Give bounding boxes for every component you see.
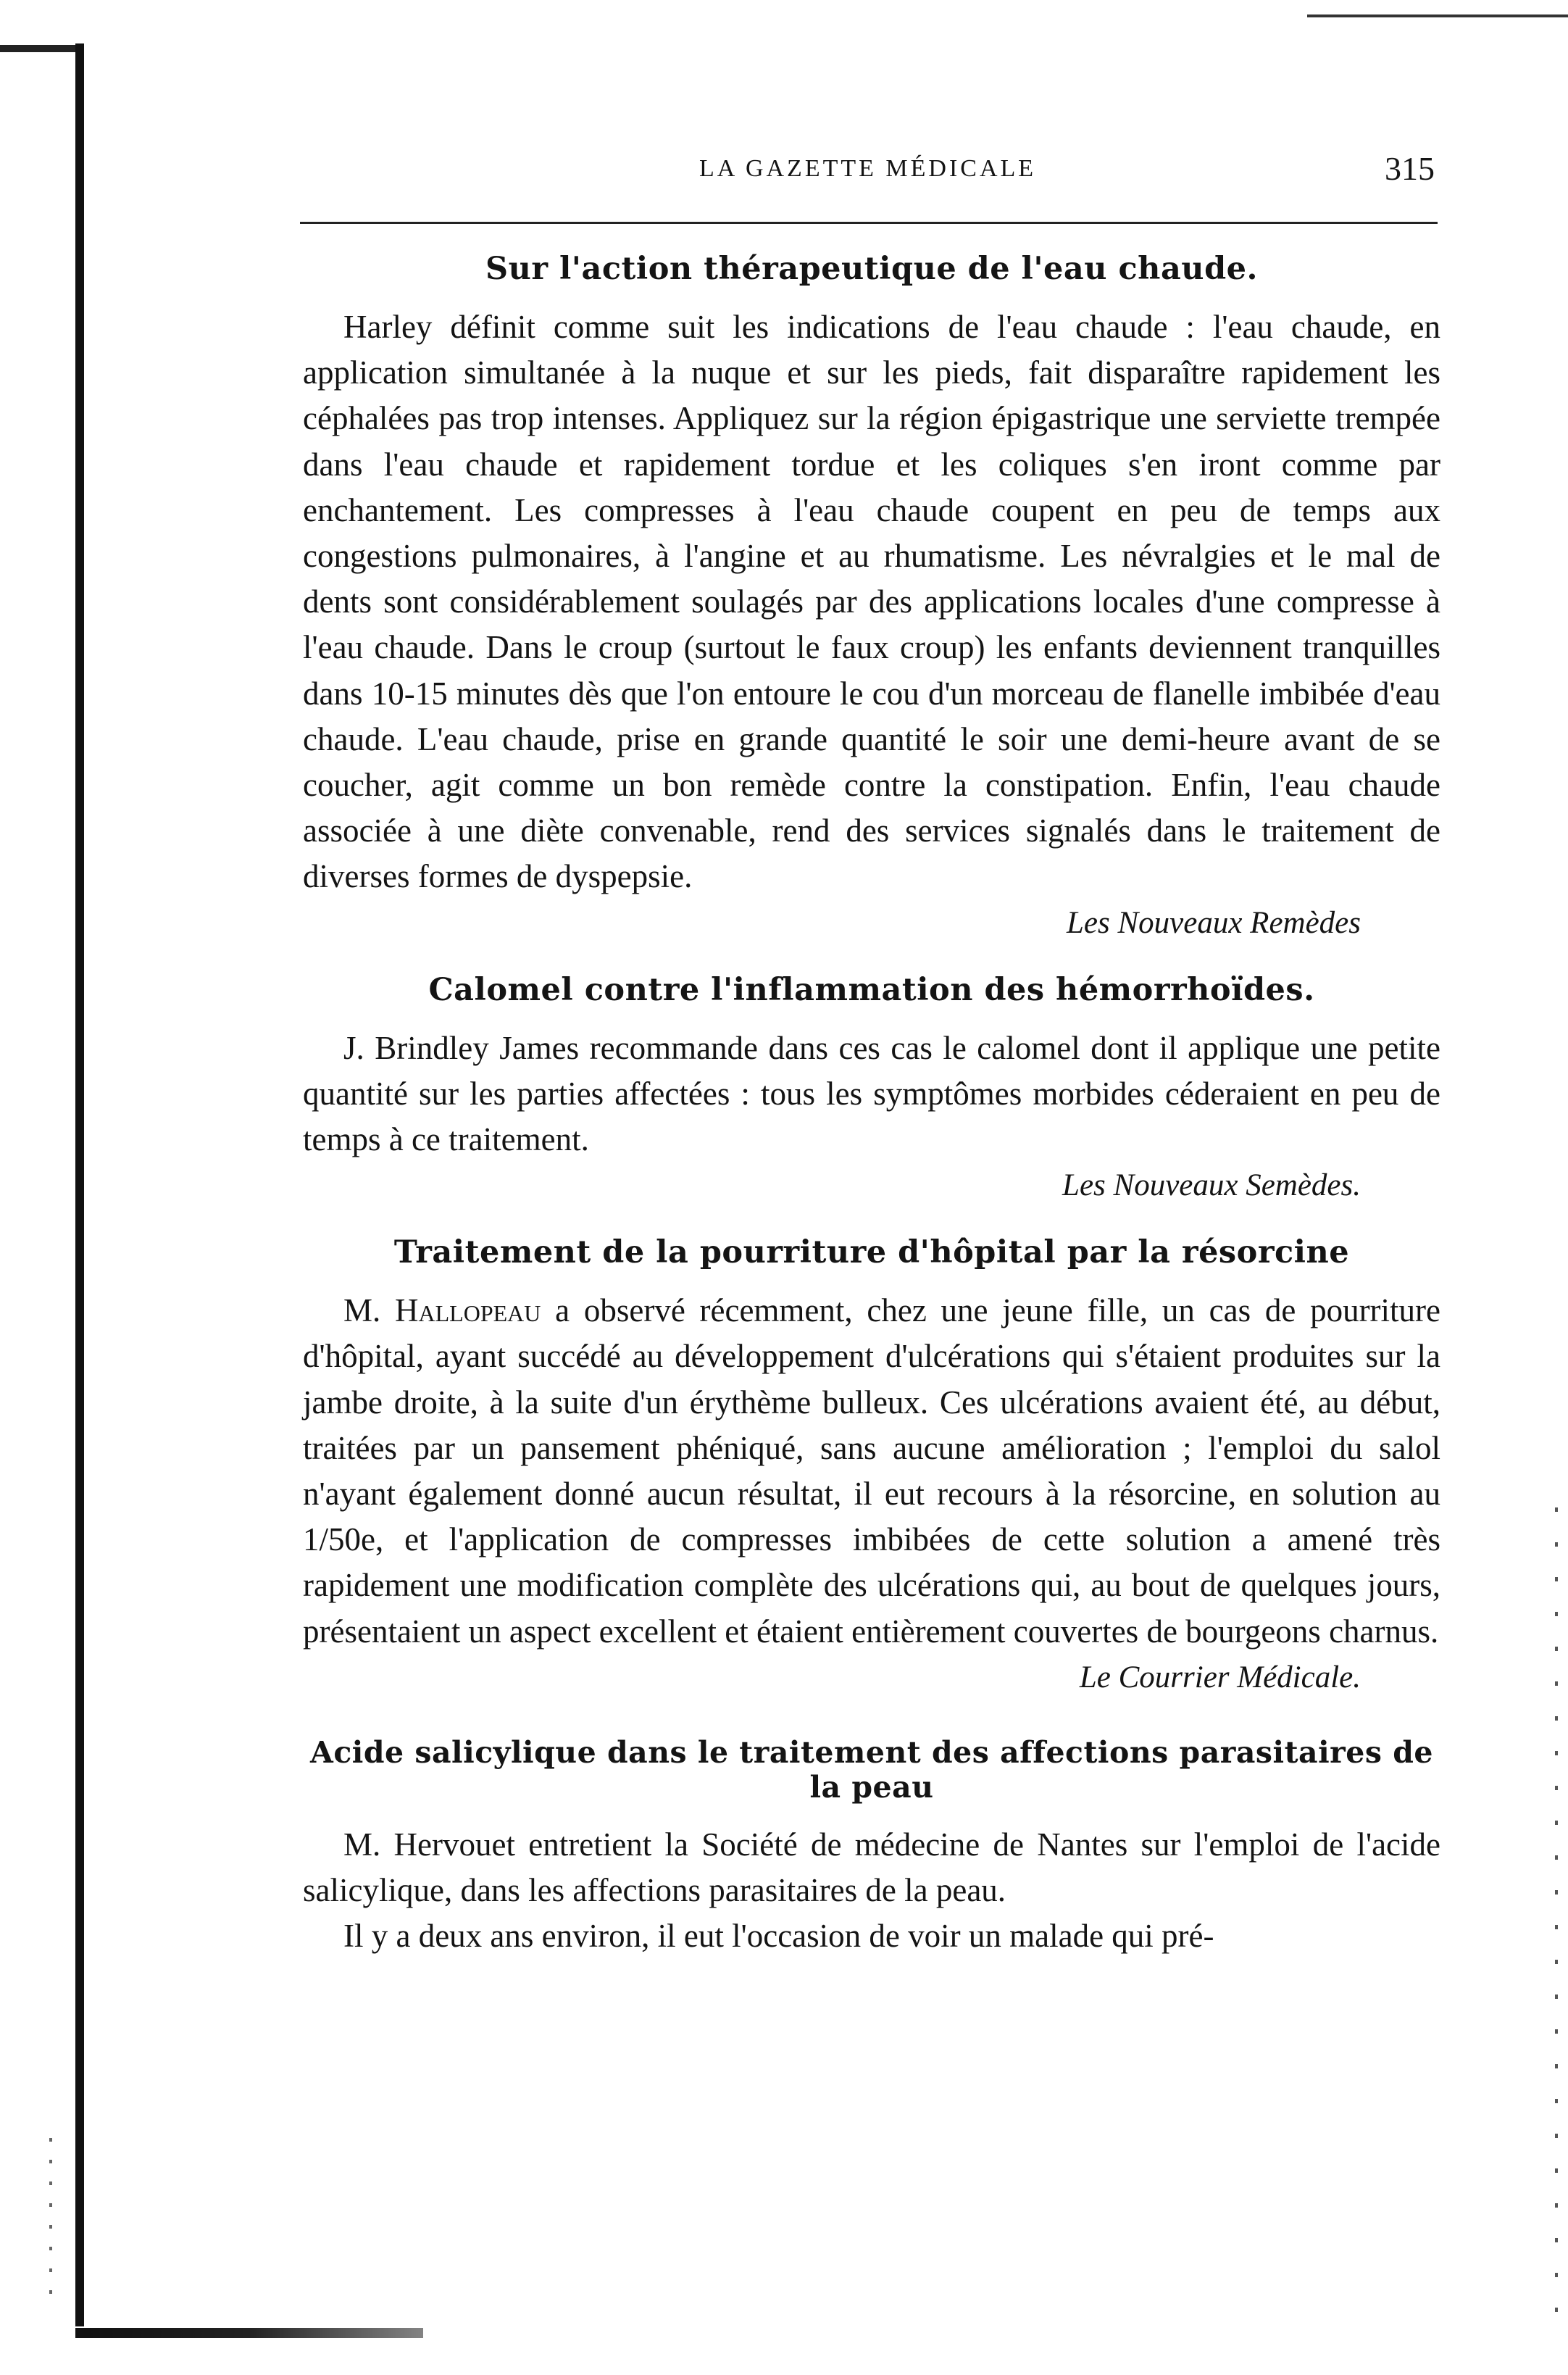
scan-binding-mark bbox=[0, 45, 80, 52]
running-header bbox=[304, 150, 1435, 199]
text-column bbox=[303, 251, 1440, 1959]
article-resorcine bbox=[303, 1234, 1440, 1700]
paragraph-text: a observé récemment, chez une jeune fille, un cas de pourriture d'hôpital, ayant succédé au développement d'ulcérations qui s'étaient produites sur la jambe droite, à la suite d'un érythème bulleux. Ces ulcérations avaient été, au début, traitées par un pansement phéniqué, sans aucune amélioration ; l'emploi du salol n'ayant également donné aucun résultat, il eut recours à la résorcine, en solution au 1/50e, et l'application de compresses imbibées de cette solution a amené très rapidement une modification complète des ulcérations qui, au bout de quelques jours, présentaient un aspect excellent et étaient entièrement couvertes de bourgeons charnus. bbox=[303, 1292, 1441, 1650]
scan-edge-specks bbox=[1555, 1507, 1558, 2319]
book-gutter-shadow bbox=[75, 43, 84, 2326]
article-title: Sur l'action thérapeutique de l'eau chaude. bbox=[485, 251, 1258, 287]
article-paragraph bbox=[303, 1288, 1440, 1655]
page-number: 315 bbox=[1385, 150, 1435, 187]
article-source: Le Courrier Médicale. bbox=[1079, 1660, 1361, 1694]
article-title: Traitement de la pourriture d'hôpital par la résorcine bbox=[393, 1234, 1350, 1271]
article-source: Les Nouveaux Remèdes bbox=[1067, 905, 1361, 940]
scan-gutter-specks bbox=[49, 2138, 52, 2312]
article-eau-chaude bbox=[303, 251, 1440, 946]
article-acide-salicylique bbox=[303, 1735, 1440, 1960]
article-paragraph: Il y a deux ans environ, il eut l'occasion de voir un malade qui pré- bbox=[343, 1918, 1214, 1955]
book-gutter-shadow-base bbox=[75, 2328, 423, 2338]
running-title: LA GAZETTE MÉDICALE bbox=[699, 155, 1037, 182]
article-title: Acide salicylique dans le traitement des affections parasitaires de la peau bbox=[310, 1734, 1433, 1805]
author-name: Hallopeau bbox=[395, 1292, 541, 1329]
article-paragraph: Harley définit comme suit les indications de l'eau chaude : l'eau chaude, en application simultanée à la nuque et sur les pieds, fait disparaître rapidement les céphalées pas trop intenses. Appliquez sur la région épigastrique une serviette trempée dans l'eau chaude et rapidement tordue et les coliques s'en iront comme par enchantement. Les compresses à l'eau chaude coupent en peu de temps aux congestions pulmonaires, à l'angine et au rhumatisme. Les névralgies et le mal de dents sont considérablement soulagés par des applications locales d'une compresse à l'eau chaude. Dans le croup (surtout le faux croup) les enfants deviennent tranquilles dans 10-15 minutes dès que l'on entoure le cou d'un morceau de flanelle imbibée d'eau chaude. L'eau chaude, prise en grande quantité le soir une demi-heure avant de se coucher, agit comme un bon remède contre la constipation. Enfin, l'eau chaude associée à une diète convenable, rend des services signalés dans le traitement de diverses formes de dyspepsie. bbox=[303, 309, 1440, 895]
article-paragraph: J. Brindley James recommande dans ces cas le calomel dont il applique une petite quantité sur les parties affectées : tous les symptômes morbides céderaient en peu de temps à ce traitement. bbox=[303, 1029, 1440, 1158]
article-title: Calomel contre l'inflammation des hémorrhoïdes. bbox=[428, 971, 1315, 1008]
author-prefix: M. bbox=[343, 1292, 381, 1329]
article-source: Les Nouveaux Semèdes. bbox=[1062, 1168, 1361, 1203]
scan-edge-rule bbox=[1307, 14, 1568, 17]
header-rule bbox=[300, 222, 1438, 224]
article-paragraph: M. Hervouet entretient la Société de médecine de Nantes sur l'emploi de l'acide salicylique, dans les affections parasitaires de la peau. bbox=[303, 1826, 1440, 1909]
article-calomel bbox=[303, 972, 1440, 1209]
